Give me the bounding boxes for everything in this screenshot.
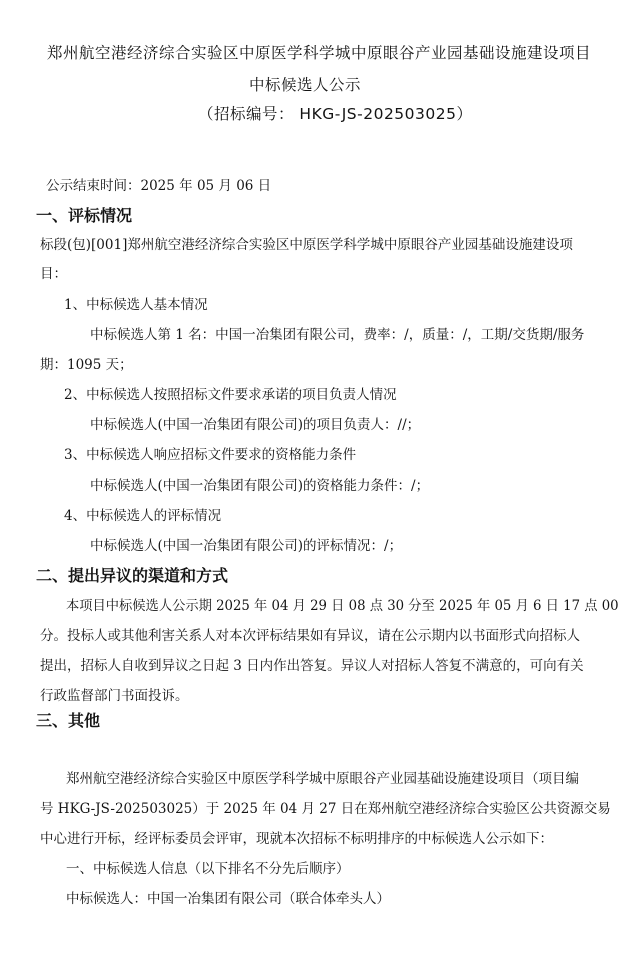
objection-para-line-1: 本项目中标候选人公示期 2025 年 04 月 29 日 08 点 30 分至 2025 年 05 月 6 日 17 点 00 (66, 598, 619, 614)
section-heading-other: 三、其他 (36, 711, 101, 730)
section-heading-evaluation: 一、评标情况 (36, 206, 133, 225)
lot-description-line-2: 目： (40, 266, 67, 282)
other-para-line-3: 中心进行开标，经评标委员会评审，现就本次招标不标明排序的中标候选人公示如下： (40, 831, 553, 847)
item-2-text: 中标候选人(中国一冶集团有限公司)的项目负责人：//； (90, 417, 421, 433)
item-1-text-line-1: 中标候选人第 1 名：中国一冶集团有限公司，费率：/，质量：/，工期/交货期/服务 (90, 327, 585, 343)
item-4-text: 中标候选人(中国一冶集团有限公司)的评标情况：/； (90, 538, 403, 554)
objection-para-line-2: 分。投标人或其他利害关系人对本次评标结果如有异议，请在公示期内以书面形式向招标人 (40, 628, 580, 644)
other-para-line-1: 郑州航空港经济综合实验区中原医学科学城中原眼谷产业园基础设施建设项目（项目编 (66, 771, 579, 787)
doc-title-line-1: 郑州航空港经济综合实验区中原医学科学城中原眼谷产业园基础设施建设项目 (47, 44, 592, 62)
doc-title-line-2: 中标候选人公示 (249, 76, 362, 94)
candidate-info-title: 一、中标候选人信息（以下排名不分先后顺序） (66, 861, 350, 877)
publicity-end-time: 公示结束时间：2025 年 05 月 06 日 (46, 178, 272, 194)
objection-para-line-4: 行政监督部门书面投诉。 (40, 688, 189, 704)
item-1-title: 1、中标候选人基本情况 (64, 297, 208, 313)
item-1-text-line-2: 期：1095 天； (40, 357, 133, 373)
other-para-line-2: 号 HKG-JS-202503025）于 2025 年 04 月 27 日在郑州航空港经济综合实验区公共资源交易 (40, 801, 611, 817)
item-3-text: 中标候选人(中国一冶集团有限公司)的资格能力条件：/； (90, 478, 430, 494)
item-4-title: 4、中标候选人的评标情况 (64, 508, 222, 524)
item-2-title: 2、中标候选人按照招标文件要求承诺的项目负责人情况 (64, 387, 397, 403)
section-heading-objection: 二、提出异议的渠道和方式 (36, 566, 229, 585)
item-3-title: 3、中标候选人响应招标文件要求的资格能力条件 (64, 447, 357, 463)
lot-description-line-1: 标段(包)[001]郑州航空港经济综合实验区中原医学科学城中原眼谷产业园基础设施建设项 (40, 237, 573, 253)
tender-number: （招标编号： HKG-JS-202503025） (198, 105, 473, 123)
objection-para-line-3: 提出，招标人自收到异议之日起 3 日内作出答复。异议人对招标人答复不满意的，可向有关 (40, 658, 584, 674)
candidate-name: 中标候选人：中国一冶集团有限公司（联合体牵头人） (66, 891, 390, 907)
